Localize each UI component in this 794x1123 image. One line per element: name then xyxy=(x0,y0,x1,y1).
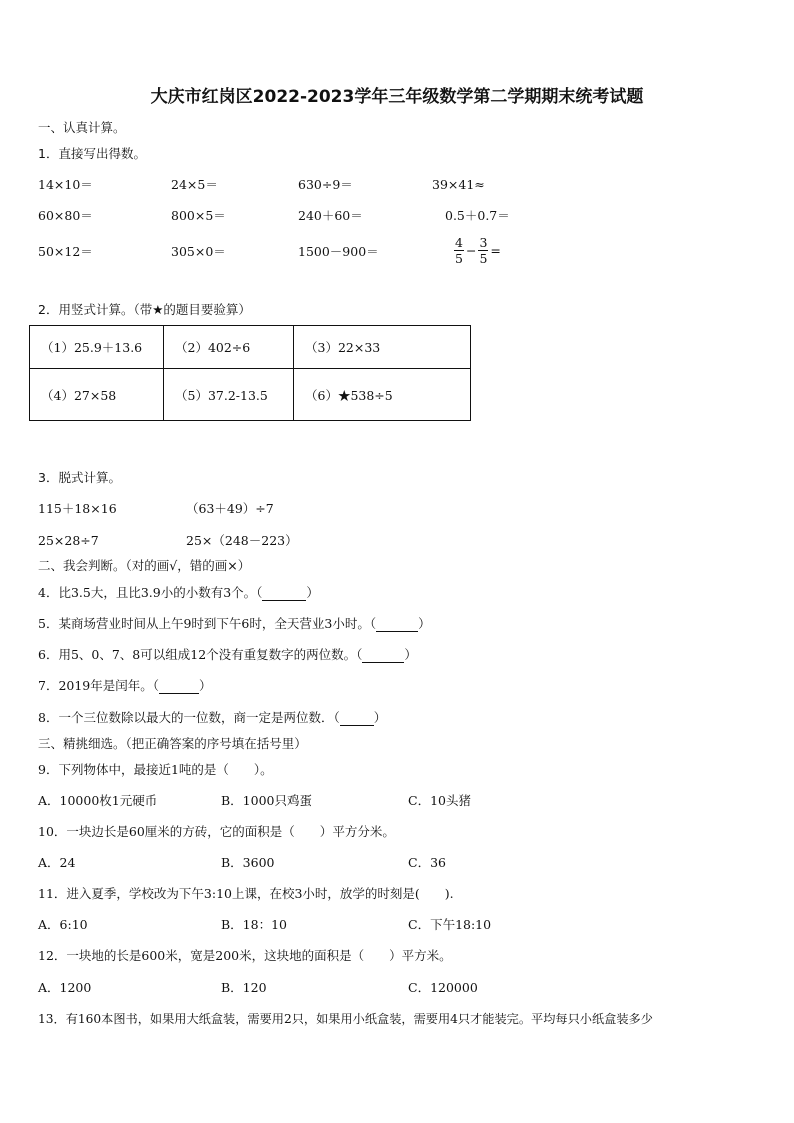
choice-question-12: 12．一块地的长是600米，宽是200米，这块地的面积是（ ）平方米。 xyxy=(38,948,452,963)
choice-question-10: 10．一块边长是60厘米的方砖，它的面积是（ ）平方分米。 xyxy=(38,824,395,839)
choice-question-11: 11．进入夏季，学校改为下午3:10上课，在校3小时，放学的时刻是( ). xyxy=(38,886,454,901)
section-2-heading: 二、我会判断。（对的画√，错的画×） xyxy=(38,558,251,573)
q1-fraction-expression xyxy=(454,235,503,266)
choice-option-c: C．10头猪 xyxy=(408,793,471,808)
choice-option-a: A．6:10 xyxy=(38,917,88,932)
question-3-label: 3．脱式计算。 xyxy=(38,470,121,485)
answer-blank[interactable] xyxy=(362,649,404,663)
q1-item: 50×12＝ xyxy=(38,244,93,259)
choice-option-a: A．24 xyxy=(38,855,76,870)
choice-option-b: B．120 xyxy=(221,980,267,995)
choice-option-b: B．3600 xyxy=(221,855,275,870)
judge-question-6: 6．用5、0、7、8可以组成12个没有重复数字的两位数。（ ） xyxy=(38,647,417,662)
table-cell: （2）402÷6 xyxy=(164,326,294,369)
choice-option-c: C．120000 xyxy=(408,980,478,995)
judge-question-8: 8．一个三位数除以最大的一位数，商一定是两位数．（ ） xyxy=(38,710,387,725)
choice-option-c: C．36 xyxy=(408,855,446,870)
q1-item: 39×41≈ xyxy=(432,177,485,192)
q1-item: 24×5＝ xyxy=(171,177,218,192)
table-cell: （6）★538÷5 xyxy=(294,369,471,421)
question-2-label: 2．用竖式计算。（带★的题目要验算） xyxy=(38,302,251,317)
fraction-three-fifths: $\frac{3}{5}$ xyxy=(479,235,488,266)
q1-item: 240＋60＝ xyxy=(298,208,363,223)
choice-option-b: B．18：10 xyxy=(221,917,287,932)
page-title: 大庆市红岗区2022-2023学年三年级数学第二学期期末统考试题 xyxy=(150,87,644,107)
q1-item: 14×10＝ xyxy=(38,177,93,192)
judge-question-7: 7．2019年是闰年。（ ） xyxy=(38,678,212,693)
q3-item: 25×（248－223） xyxy=(186,533,298,548)
choice-option-b: B．1000只鸡蛋 xyxy=(221,793,312,808)
choice-option-a: A．10000枚1元硬币 xyxy=(38,793,158,808)
q1-item: 305×0＝ xyxy=(171,244,226,259)
answer-blank[interactable] xyxy=(340,712,374,726)
answer-blank[interactable] xyxy=(376,618,418,632)
q3-item: 25×28÷7 xyxy=(38,533,99,548)
table-cell: （1）25.9＋13.6 xyxy=(30,326,164,369)
q1-item: 0.5＋0.7＝ xyxy=(445,208,510,223)
choice-option-c: C．下午18:10 xyxy=(408,917,492,932)
choice-option-a: A．1200 xyxy=(38,980,92,995)
equals-sign: = xyxy=(490,243,501,258)
q1-item: 1500－900＝ xyxy=(298,244,379,259)
table-cell: （4）27×58 xyxy=(30,369,164,421)
minus-sign: − xyxy=(465,243,477,258)
table-row xyxy=(30,369,471,421)
q3-item: 115＋18×16 xyxy=(38,501,117,516)
answer-blank[interactable] xyxy=(262,587,306,601)
q3-item: （63＋49）÷7 xyxy=(186,501,274,516)
vertical-calculation-table xyxy=(29,325,471,421)
table-cell: （5）37.2-13.5 xyxy=(164,369,294,421)
section-1-heading: 一、认真计算。 xyxy=(38,120,126,135)
question-13: 13．有160本图书，如果用大纸盒装，需要用2只，如果用小纸盒装，需要用4只才能装完。平均每只小纸盒装多少 xyxy=(38,1012,653,1026)
q1-item: 630÷9＝ xyxy=(298,177,353,192)
answer-blank[interactable] xyxy=(159,680,199,694)
q1-item: 800×5＝ xyxy=(171,208,226,223)
table-row xyxy=(30,326,471,369)
question-1-label: 1．直接写出得数。 xyxy=(38,146,146,161)
q1-item: 60×80＝ xyxy=(38,208,93,223)
choice-question-9: 9．下列物体中，最接近1吨的是（ ）。 xyxy=(38,762,273,777)
table-cell: （3）22×33 xyxy=(294,326,471,369)
judge-question-5: 5．某商场营业时间从上午9时到下午6时，全天营业3小时。（ ） xyxy=(38,616,431,631)
section-3-heading: 三、精挑细选。（把正确答案的序号填在括号里） xyxy=(38,736,307,751)
fraction-four-fifths: $\frac{4}{5}$ xyxy=(455,235,463,266)
judge-question-4: 4．比3.5大，且比3.9小的小数有3个。（ ） xyxy=(38,585,319,600)
